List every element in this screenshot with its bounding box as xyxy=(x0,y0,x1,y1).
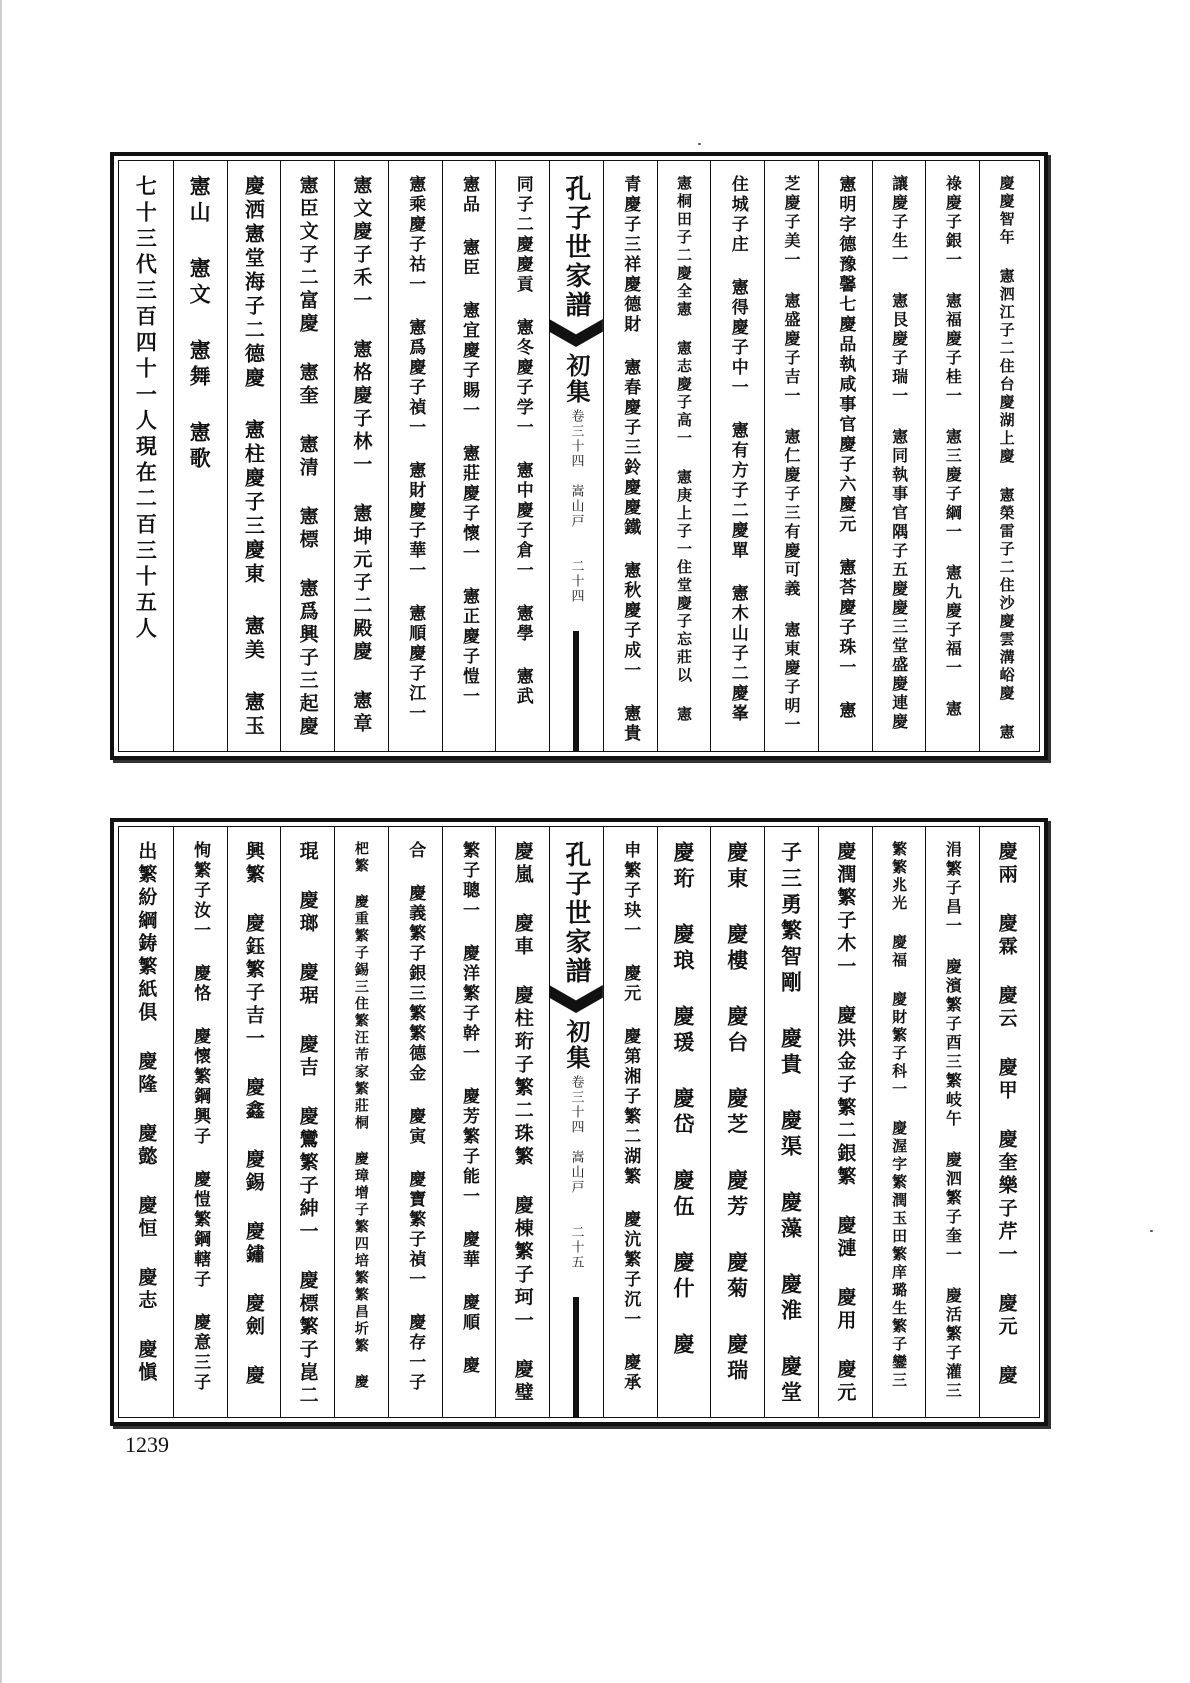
entry-text: 慶慶智年 憲泗江子二住台慶湖上慶 憲榮雷子二住沙慶雲溝峪慶 憲 xyxy=(997,175,1016,742)
genealogy-entry-column xyxy=(657,161,712,751)
entry-text: 讓慶子生一 憲艮慶子瑞一 憲同執事官隅子五慶慶三堂盛慶連慶 xyxy=(889,175,909,732)
genealogy-entry-column xyxy=(979,161,1033,751)
scan-speck xyxy=(1150,1230,1153,1232)
entry-text: 祿慶子銀一 憲福慶子桂一 憲三慶子綱一 憲九慶子福一 憲 xyxy=(943,175,963,719)
genealogy-entry-column xyxy=(603,161,658,751)
genealogy-entry-column xyxy=(119,827,174,1417)
genealogy-entry-column xyxy=(872,827,927,1417)
entry-text: 憲桐田子二慶全憲 憲志慶子高一 憲庚上子一住堂慶子忘莊以 憲 xyxy=(675,175,694,724)
spine-column xyxy=(549,827,604,1417)
entry-text: 繁繁兆光 慶福 慶財繁子科一 慶渥字繁潤玉田繁庠璐生繁子鑾三 xyxy=(890,841,909,1390)
entry-text: 慶潤繁子木一 慶洪金子繁二銀繁 慶漣 慶用 慶元 xyxy=(834,841,857,1405)
volume-label: 卷三十四 嵩山戸 xyxy=(568,1075,584,1195)
genealogy-entry-column xyxy=(710,161,765,751)
genealogy-entry-column xyxy=(872,161,927,751)
entry-text: 慶洒憲堂海子二德慶 憲柱慶子三慶東 憲美 憲玉 xyxy=(241,175,266,739)
genealogy-entry-column xyxy=(710,827,765,1417)
entry-text: 琨 慶瑯 慶琚 慶吉 慶鸞繁子紳一 慶標繁子崑二 xyxy=(296,841,319,1408)
genealogy-entry-column xyxy=(925,161,980,751)
entry-text: 興繁 慶鈺繁子吉一 慶鑫 慶錫 慶鏽 慶劍 慶 xyxy=(242,841,265,1388)
entry-text: 憲臣文子二富慶 憲奎 憲清 憲標 憲爲興子三起慶 xyxy=(296,175,319,739)
entry-text: 憲乘慶子祜一 憲爲慶子禎一 憲財慶子華一 憲順慶子江一 xyxy=(405,175,426,724)
entry-text: 青慶子三祥慶德財 憲春慶子三鈴慶慶鐵 憲秋慶子成一 憲貴 xyxy=(620,175,641,744)
entry-text: 出繁紛綱鋳繁紙俱 慶隆 慶懿 慶恒 慶志 慶愼 xyxy=(135,841,158,1385)
genealogy-entry-column xyxy=(227,161,282,751)
panel-inner-bottom xyxy=(118,826,1040,1418)
collection-name: 初集 xyxy=(561,1019,591,1071)
volume-label: 卷三十四 嵩山戸 xyxy=(568,409,584,529)
page-number: 1239 xyxy=(125,1432,169,1457)
entry-text: 憲明字德豫馨七慶品執咸事官慶子六慶元 憲荅慶子珠一 憲 xyxy=(835,175,856,721)
genealogy-entry-column xyxy=(119,161,174,751)
genealogy-entry-column xyxy=(280,161,335,751)
entry-text: 慶兩 慶霖 慶云 慶甲 慶奎樂子芹一 慶元 慶 xyxy=(995,841,1018,1388)
entry-text: 同子二慶慶貢 憲冬慶子学一 憲中慶子倉一 憲學 憲武 xyxy=(512,175,533,707)
genealogy-entry-column xyxy=(173,827,228,1417)
genealogy-entry-column xyxy=(925,827,980,1417)
entry-text: 杷繁 慶重繁子錫三住繁汪芾家繁莊桐 慶璋增子繁四培繁繁昌圻繁 慶 xyxy=(352,841,369,1391)
genealogy-entry-column xyxy=(495,161,550,751)
entry-text: 慶珩 慶琅 慶瑗 慶岱 慶伍 慶什 慶 xyxy=(671,841,697,1359)
page-edge xyxy=(0,0,2,1683)
spine-bar xyxy=(573,1297,579,1417)
genealogy-entry-column xyxy=(495,827,550,1417)
genealogy-entry-column xyxy=(818,161,873,751)
genealogy-entry-column xyxy=(442,161,497,751)
genealogy-entry-column xyxy=(442,827,497,1417)
fishtail-mark xyxy=(549,319,603,347)
scan-speck xyxy=(698,143,701,145)
book-title: 孔子世家譜 xyxy=(560,175,591,320)
genealogy-entry-column xyxy=(173,161,228,751)
genealogy-entry-column xyxy=(227,827,282,1417)
entry-text: 申繁子玦一 慶元 慶第湘子繁二湖繁 慶沆繁子沉一 慶承 xyxy=(620,841,641,1393)
genealogy-entry-column xyxy=(603,827,658,1417)
genealogy-entry-column xyxy=(764,827,819,1417)
entry-text: 繁子聰一 慶洋繁子幹一 慶芳繁子能一 慶華 慶順 慶 xyxy=(458,841,479,1376)
entry-text: 住城子庄 憲得慶子中一 憲有方子二慶單 憲木山子二慶峯 xyxy=(727,175,748,724)
entry-text: 憲文慶子禾一 憲格慶子林一 憲坤元子二殿慶 憲章 xyxy=(350,175,373,736)
collection-name: 初集 xyxy=(561,353,591,405)
spine-column xyxy=(549,161,604,751)
entry-text: 子三勇繁智剛 慶貴 慶渠 慶藻 慶淮 慶堂 xyxy=(778,841,804,1407)
genealogy-entry-column xyxy=(764,161,819,751)
genealogy-entry-column xyxy=(334,827,389,1417)
entry-text: 憲品 憲臣 憲宜慶子賜一 憲莊慶子懷一 憲正慶子愷一 xyxy=(458,175,479,707)
genealogy-entry-column xyxy=(388,161,443,751)
spine-bar xyxy=(573,631,579,751)
entry-text: 七十三代三百四十一人現在二百三十五人 xyxy=(133,175,159,643)
entry-text: 慶嵐 慶車 慶柱珩子繁二珠繁 慶棟繁子珂一 慶璧 xyxy=(511,841,534,1405)
book-title: 孔子世家譜 xyxy=(560,841,591,986)
leaf-number: 二十五 xyxy=(568,1225,584,1270)
genealogy-panel-bottom xyxy=(110,818,1048,1426)
genealogy-panel-top xyxy=(110,152,1048,760)
genealogy-entry-column xyxy=(818,827,873,1417)
genealogy-entry-column xyxy=(657,827,712,1417)
genealogy-entry-column xyxy=(979,827,1033,1417)
entry-text: 芝慶子美一 憲盛慶子吉一 憲仁慶子三有慶可義 憲東慶子明一 xyxy=(782,175,802,735)
genealogy-entry-column xyxy=(334,161,389,751)
entry-text: 慶東 慶樓 慶台 慶芝 慶芳 慶菊 慶瑞 xyxy=(724,841,750,1385)
entry-text: 憲山 憲文 憲舞 憲歌 xyxy=(187,175,213,473)
leaf-number: 二十四 xyxy=(568,559,584,604)
genealogy-entry-column xyxy=(388,827,443,1417)
entry-text: 合 慶義繁子銀三繁繁德金 慶寅 慶寶繁子禎一 慶存一子 xyxy=(405,841,426,1393)
panel-inner-top xyxy=(118,160,1040,752)
entry-text: 涓繁子昌一 慶濱繁子酉三繁岐午 慶泗繁子奎一 慶活繁子灌三 xyxy=(943,841,963,1401)
genealogy-entry-column xyxy=(280,827,335,1417)
entry-text: 恂繁子汝一 慶恪 慶懷繁鋼興子 慶愷繁鋼轄子 慶意三子 xyxy=(190,841,211,1393)
fishtail-mark xyxy=(549,985,603,1013)
